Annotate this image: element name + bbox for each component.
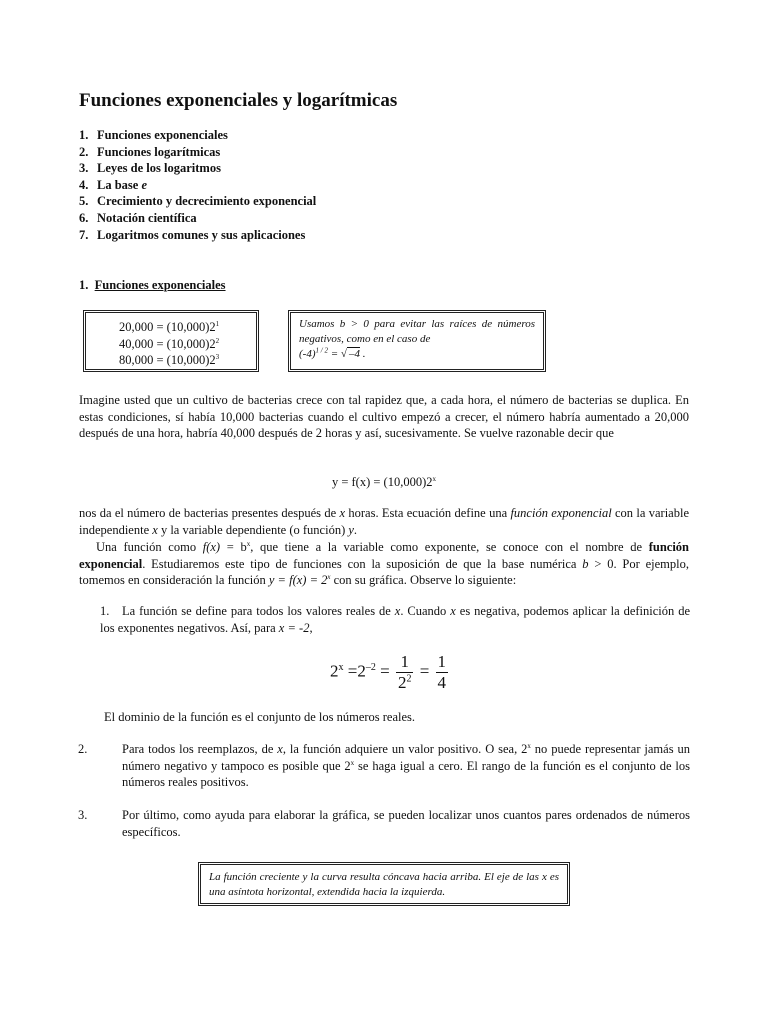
toc-item: 5. Crecimiento y decrecimiento exponencial — [79, 194, 317, 209]
toc-item: 2. Funciones logarítmicas — [79, 144, 221, 159]
equations-box — [83, 310, 259, 372]
list-item: 3. Por último, como ayuda para elaborar la gráfica, se pueden localizar unos cuantos pares ordenados de números específicos. — [78, 808, 690, 839]
toc-item: 7. Logaritmos comunes y sus aplicaciones — [79, 227, 306, 242]
equation-line: $20,000 = (10,000)2^1$ — [119, 319, 220, 334]
page-title: Funciones exponenciales y logarítmicas — [79, 90, 398, 111]
list-item: 1. La función se define para todos los valores reales de x. Cuando x es negativa, podemos aplicar la definición de los exponentes negativos. Así, para x = -2, — [100, 604, 690, 635]
table-of-contents — [79, 127, 316, 243]
section-heading: 1. Funciones exponenciales — [79, 278, 226, 292]
paragraph: Imagine usted que un cultivo de bacterias crece con tal rapidez que, a cada hora, el número de bacterias se duplica. En estas condiciones, sí había 10,000 bacterias cuando el cultivo empezó a crecer, el número habría aumentado a 20,000 después de una hora, habría 40,000 después de 2 horas y así, sucesivamente. Se vuelve razonable decir que — [79, 393, 689, 440]
note-box: Usamos b > 0 para evitar las raíces de números negativos, como en el caso de $(-4)^{1 / 2}$ = √ –4 . — [288, 310, 546, 372]
equation-line: $80,000 = (10,000)2^3$ — [119, 352, 220, 367]
toc-item: 4. La base e — [79, 177, 148, 192]
main-equation: $y = f(x) = (10,000)2^x$ — [331, 474, 437, 489]
toc-item: 1. Funciones exponenciales — [79, 128, 228, 142]
note-box: La función creciente y la curva resulta cóncava hacia arriba. El eje de las x es una asíntota horizontal, extendida hacia la izquierda. — [198, 862, 570, 906]
math-expression: $2^x =2^{-2}$ = $\frac{1}{2^2}$ = $\frac{1}{4}$ — [330, 652, 447, 692]
list-item: 2. Para todos los reemplazos, de x, la función adquiere un valor positivo. O sea, 2$^x$ no puede representar jamás un número negativo y tampoco es posible que 2$^x$ se haga igual a cero. El rango de la función es el conjunto de los números reales positivos. — [78, 741, 690, 789]
toc-item: 3. Leyes de los logaritmos — [79, 161, 221, 176]
paragraph: nos da el número de bacterias presentes después de x horas. Esta ecuación define una función exponencial con la variable independiente x y la variable dependiente (o función) y. — [79, 506, 689, 537]
domain-text: El dominio de la función es el conjunto de los números reales. — [104, 710, 416, 724]
equation-line: $40,000 = (10,000)2^2$ — [119, 336, 220, 351]
paragraph: Una función como $f(x) = b^x$, que tiene a la variable como exponente, se conoce con el nombre de función exponencial. Estudiaremos este tipo de funciones con la suposición de que la base numérica b > 0. Por ejemplo, tomemos en consideración la función $y = f(x) = 2^x$ con su gráfica. Observe lo siguiente: — [79, 539, 689, 587]
toc-item: 6. Notación científica — [79, 210, 197, 225]
